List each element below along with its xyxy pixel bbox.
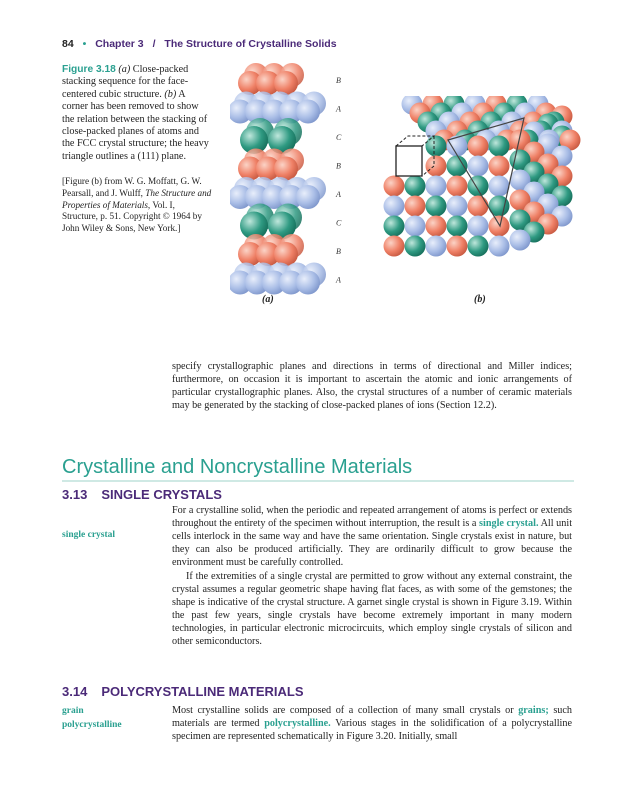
- p1-keyword-single-crystal: single crystal.: [479, 518, 539, 530]
- stacking-sequence-figure: [230, 62, 350, 312]
- subsection-number: 3.14: [62, 684, 88, 699]
- stack-layer-label: B: [336, 161, 341, 171]
- keyword-grains: grains;: [518, 705, 549, 716]
- atom-sphere: [426, 136, 447, 157]
- subsection-number: 3.13: [62, 487, 88, 502]
- atom-sphere: [447, 236, 468, 257]
- atom-sphere: [468, 156, 489, 177]
- atom-sphere: [489, 156, 510, 177]
- margin-term-polycrystalline: polycrystalline: [62, 720, 122, 730]
- removed-corner-box: [396, 146, 422, 176]
- caption-b-text: A corner has been removed to show the relation between the stacking of close-packed planes of atoms and the FCC crystal structure; the heavy triangle outlines a (111) plane.: [62, 88, 209, 162]
- panel-a-label: (a): [262, 294, 274, 305]
- atom-sphere: [489, 176, 510, 197]
- atom-sphere: [384, 236, 405, 257]
- stack-layer-label: A: [336, 275, 341, 285]
- subsection-title: SINGLE CRYSTALS: [101, 487, 222, 502]
- subsection-3-14-heading: [62, 684, 304, 699]
- atom-sphere: [384, 176, 405, 197]
- atom-sphere: [447, 176, 468, 197]
- stack-layer-B: [238, 234, 304, 266]
- atom-sphere: [426, 156, 447, 177]
- stack-layer-label: A: [336, 104, 341, 114]
- figure-caption: [62, 64, 212, 163]
- p-mid: such materials are termed: [172, 705, 572, 730]
- stack-layer-B: [238, 63, 304, 95]
- figure-label: Figure 3.18: [62, 64, 116, 75]
- stack-layer-A: [230, 177, 326, 209]
- section-heading: Crystalline and Noncrystalline Materials: [62, 456, 413, 478]
- chapter-title: The Structure of Crystalline Solids: [164, 38, 337, 50]
- caption-b-marker: (b): [164, 88, 177, 100]
- atom-sphere: [426, 176, 447, 197]
- atom-sphere: [384, 196, 405, 217]
- single-crystal-paragraph-1: [172, 504, 572, 569]
- atom-sphere: [405, 236, 426, 257]
- atom-sphere: [489, 136, 510, 157]
- stack-layer-A: [230, 92, 326, 124]
- credit-pre: [Figure (b) from W. G. Moffatt, G. W. Pearsall, and J. Wulff,: [62, 176, 202, 198]
- stack-layer-label: B: [336, 247, 341, 256]
- single-crystal-paragraph-2: If the extremities of a single crystal are permitted to grow without any external constraint, the crystal assumes a regular geometric shape having flat faces, as with some of the gemstones; the shape is indicative of the crystal structure. A garnet single crystal is shown in Figure 3.19. Within the past few years, single crystals have become extremely important in many modern technologies, in particular electronic microcircuits, which employ single crystals of silicon and other semiconductors.: [172, 571, 572, 648]
- caption-a-text: Close-packed stacking sequence for the face-centered cubic structure.: [62, 64, 189, 100]
- intro-paragraph: specify crystallographic planes and directions in terms of directional and Miller indices; furthermore, on occasion it is important to ascertain the atomic and ionic arrangements of particular crystallographic planes. Also, the crystal structures of a number of ceramic materials may be generated by the stacking of close-packed planes of ions (Section 12.2).: [172, 361, 572, 412]
- stack-layer-label: C: [336, 133, 342, 142]
- atom-sphere: [405, 176, 426, 197]
- stack-layer-B: [238, 149, 304, 181]
- atom-sphere: [468, 236, 489, 257]
- credit-book: The Structure and Properties of Materials,: [62, 187, 212, 210]
- subsection-title: POLYCRYSTALLINE MATERIALS: [101, 684, 304, 699]
- caption-a-marker: (a): [118, 64, 131, 75]
- stack-layer-label: A: [336, 190, 341, 199]
- atom-sphere: [405, 196, 426, 217]
- margin-term-single-crystal: single crystal: [62, 530, 116, 540]
- figure-credit: [62, 176, 212, 235]
- atom-sphere: [447, 216, 468, 237]
- polycrystalline-paragraph: [172, 704, 572, 743]
- running-header: [62, 38, 337, 50]
- credit-post: Vol. I, Structure, p. 51. Copyright © 1964 by John Wiley & Sons, New York.]: [62, 199, 202, 234]
- atom-sphere: [447, 136, 468, 157]
- atom-sphere: [447, 196, 468, 217]
- atom-sphere: [405, 216, 426, 237]
- p1-post: All unit cells interlock in the same way and have the same orientation. Single crystals exist in nature, but they can also be produced artificially. They are ordinarily difficult to grow because the environment must be carefully controlled.: [172, 518, 573, 569]
- atom-sphere: [468, 176, 489, 197]
- atom-sphere: [489, 236, 510, 257]
- atom-sphere: [426, 236, 447, 257]
- stack-layer-label: B: [336, 76, 341, 85]
- atom-sphere: [489, 216, 510, 237]
- page-number: 84: [62, 38, 74, 50]
- p1-pre: For a crystalline solid, when the periodic and repeated arrangement of atoms is perfect or extends throughout the entirety of the specimen without interruption, the result is a: [172, 505, 572, 530]
- atom-sphere: [510, 230, 531, 251]
- atom-sphere: [426, 196, 447, 217]
- header-bullet: •: [82, 38, 87, 50]
- section-rule: [62, 480, 574, 482]
- chapter-label: Chapter 3: [95, 38, 144, 50]
- atom-sphere: [468, 216, 489, 237]
- atom-sphere: [468, 196, 489, 217]
- subsection-3-13-heading: [62, 487, 222, 502]
- stack-layer-A: [230, 263, 326, 295]
- panel-b-label: (b): [474, 294, 486, 305]
- p-pre: Most crystalline solids are composed of a collection of many small crystals or: [172, 705, 514, 716]
- fcc-cube-figure: [382, 96, 582, 276]
- atom-sphere: [468, 136, 489, 157]
- header-separator: /: [152, 38, 156, 50]
- p-post: Various stages in the solidification of a polycrystalline specimen are represented schematically in Figure 3.20. Initially, small: [172, 718, 572, 743]
- keyword-polycrystalline: polycrystalline.: [264, 718, 331, 730]
- stack-layer-label: C: [336, 218, 342, 228]
- margin-term-grain: grain: [62, 706, 84, 716]
- atom-sphere: [384, 216, 405, 237]
- atom-sphere: [426, 216, 447, 237]
